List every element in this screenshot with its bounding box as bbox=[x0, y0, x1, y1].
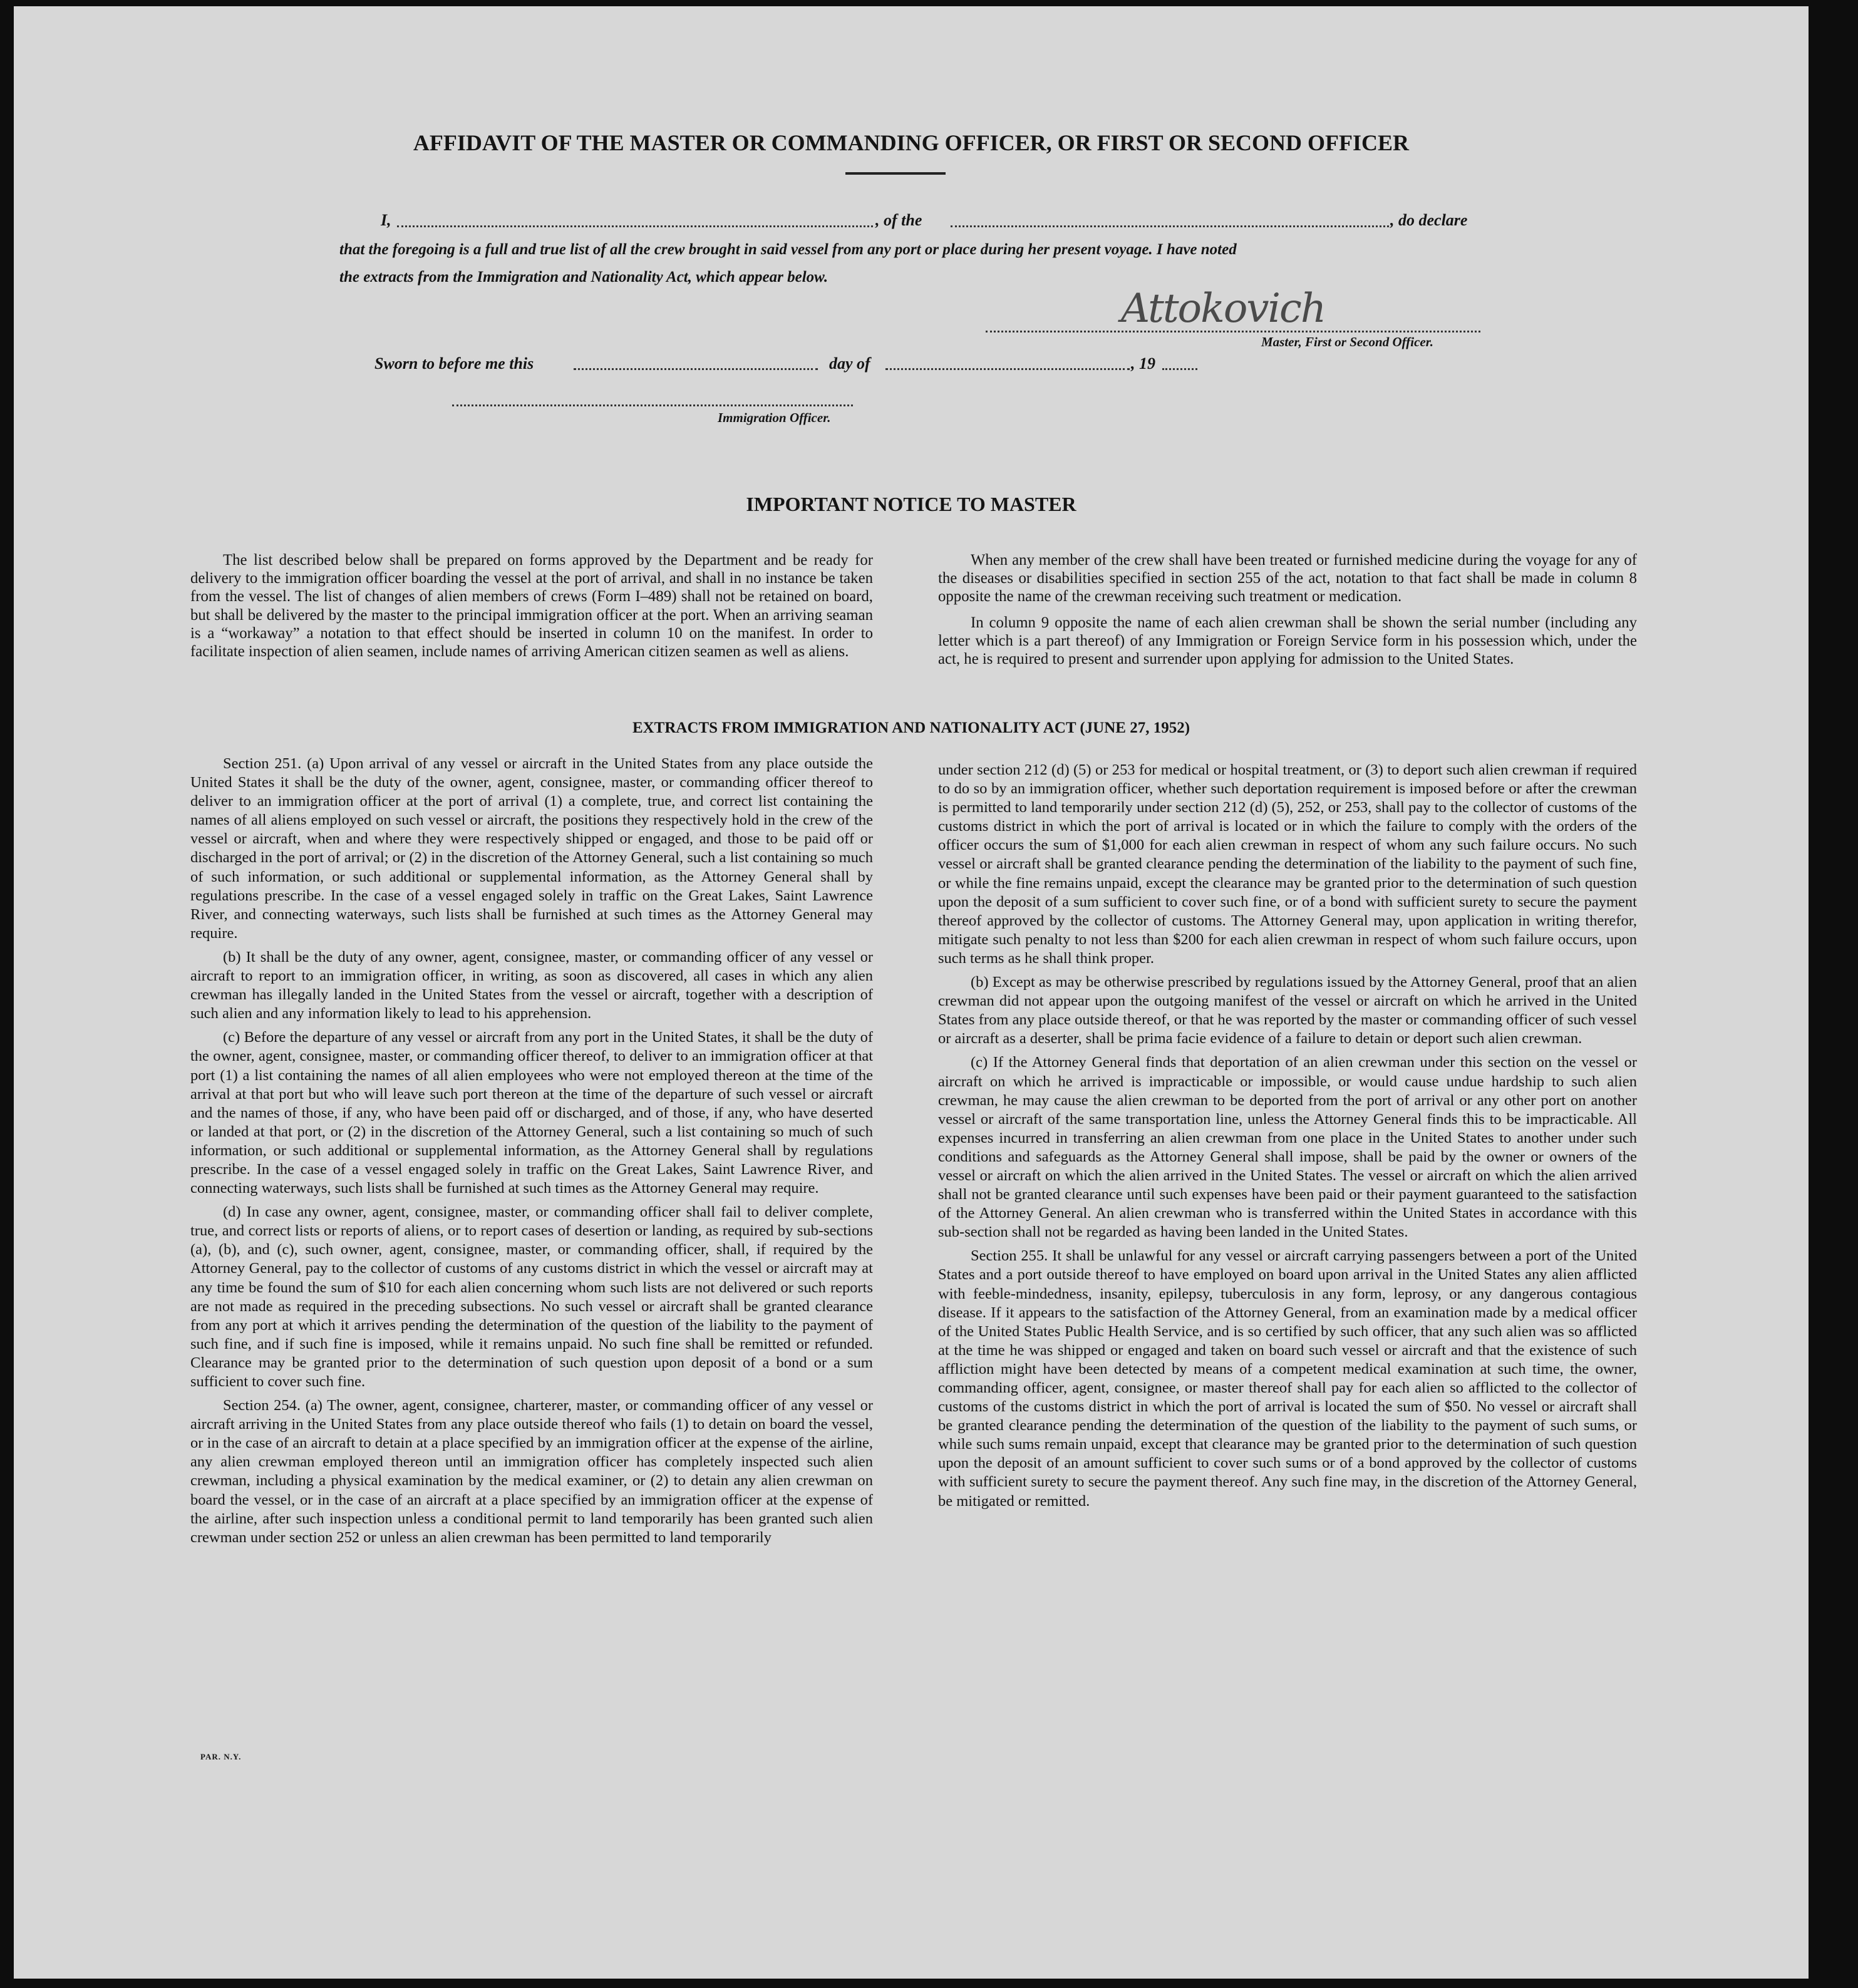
notice-left-column bbox=[190, 551, 873, 661]
section-251-c: (c) Before the departure of any vessel or aircraft from any port in the United States, it shall be the duty of the owner, agent, consignee, master, or commanding officer thereof, to deliver to an immigration officer at that port (1) a list containing the names of all alien employees who were not employed thereon at the time of the arrival at that port but who will leave such port thereon at the time of the departure of such vessel or aircraft and the names of those, if any, who have been paid off or discharged, and of those, if any, who have deserted or landed at that port, or (2) in the discretion of the Attorney General, such a list containing so much of such information, or such additional or supplemental information, as the Attorney General shall by regulations prescribe. In the case of a vessel engaged solely in traffic on the Great Lakes, Saint Lawrence River, and connecting waterways, such lists shall be furnished at such times as the Attorney General may require. bbox=[190, 1029, 873, 1197]
sworn-date-blank[interactable] bbox=[574, 368, 818, 370]
declaration-line-2: the extracts from the Immigration and Nationality Act, which appear below. bbox=[339, 269, 828, 286]
do-declare-label: , do declare bbox=[1390, 211, 1468, 229]
day-of-label: day of bbox=[829, 354, 870, 373]
section-254-a-continued: under section 212 (d) (5) or 253 for medical or hospital treatment, or (3) to deport such alien crewman if required to do so by an immigration officer, whether such deportation requirement is imposed before or after the crewman is permitted to land temporarily under section 212 (d) (5), 252, or 253, shall pay to the collector of customs of the customs district in which the port of arrival is located or in which the failure to comply with the orders of the officer occurs the sum of $1,000 for each alien crewman in respect of whom any such failure occurs. No such vessel or aircraft shall be granted clearance pending the determination of the liability to the payment of such fine, or while the fine remains unpaid, except the clearance may be granted prior to the determination of such question upon the deposit of a sum sufficient to cover such fine, or of a bond with sufficient surety to secure the payment thereof approved by the collector of customs. The Attorney General may, upon application in writing therefor, mitigate such penalty to not less than $200 for each alien crewman in respect of whom such failure occurs, upon such terms as he shall think proper. bbox=[938, 761, 1637, 967]
section-254-a: Section 254. (a) The owner, agent, consignee, charterer, master, or commanding officer of any vessel or aircraft arriving in the United States from any place outside thereof who fails (1) to detain on board the vessel, or in the case of an aircraft to detain at a place specified by an immigration officer at the expense of the airline, any alien crewman employed thereon until an immigration officer has completely inspected such alien crewman, including a physical examination by the medical examiner, or (2) to detain any alien crewman on board the vessel, or in the case of an aircraft at a place specified by an immigration officer at the expense of the airline, after such inspection unless a conditional permit to land temporarily has been granted such alien crewman under section 252 or unless an alien crewman has been permitted to land temporarily bbox=[190, 1397, 873, 1546]
month-blank[interactable] bbox=[885, 368, 1130, 370]
of-the-label: , of the bbox=[875, 211, 922, 229]
extracts-left-column bbox=[190, 755, 873, 1547]
year-prefix: , 19 bbox=[1131, 354, 1155, 373]
sworn-label: Sworn to before me this bbox=[374, 354, 534, 373]
section-251-b: (b) It shall be the duty of any owner, agent, consignee, master, or commanding officer of any vessel or aircraft to report to an immigration officer, in writing, as soon as discovered, all cases in which any alien crewman has illegally landed in the United States from the vessel or aircraft, together with a description of such alien and any information likely to lead to his apprehension. bbox=[190, 948, 873, 1022]
section-255: Section 255. It shall be unlawful for any vessel or aircraft carrying passengers between a port of the United States and a port outside thereof to have employed on board upon arrival in the United States any alien afflicted with feeble-mindedness, insanity, epilepsy, tuberculosis in any form, leprosy, or any dangerous contagious disease. If it appears to the satisfaction of the Attorney General, from an examination made by a medical officer of the United States Public Health Service, and is so certified by such officer, that any such alien was so afflicted at the time he was shipped or engaged and taken on board such vessel or aircraft and that the existence of such affliction might have been detected by means of a competent medical examination at such time, the owner, commanding officer, agent, consignee, or master thereof shall pay for each alien so afflicted to the collector of customs of the customs district in which the port of arrival is located the sum of $50. No vessel or aircraft shall be granted clearance pending the determination of the question of the liability to the payment of such sums, or while such sums remain unpaid, except that clearance may be granted prior to the determination of such question upon the deposit of an amount sufficient to cover such sums or of a bond approved by the collector of customs with sufficient surety to secure the payment thereof. Any such fine may, in the discretion of the Attorney General, be mitigated or remitted. bbox=[938, 1247, 1637, 1510]
printer-mark: PAR. N.Y. bbox=[200, 1752, 242, 1761]
document-page bbox=[14, 6, 1809, 1979]
officer-signature-line[interactable] bbox=[452, 404, 853, 406]
notice-right-paragraph-2: In column 9 opposite the name of each alien crewman shall be shown the serial number (including any letter which is a part thereof) of any Immigration or Foreign Service form in his possession which, under the act, he is required to present and surrender upon applying for admission to the United States. bbox=[938, 614, 1637, 668]
year-blank[interactable] bbox=[1162, 368, 1197, 370]
notice-title: IMPORTANT NOTICE TO MASTER bbox=[746, 493, 1076, 515]
notice-left-paragraph: The list described below shall be prepared on forms approved by the Department and be ready for delivery to the immigration officer boarding the vessel at the port of arrival, and shall in no instance be taken from the vessel. The list of changes of alien members of crews (Form I–489) shall not be retained on board, but shall be delivered by the master to the principal immigration officer at the port. When an arriving seaman is a “workaway” a notation to that effect should be inserted in column 10 on the manifest. In order to facilitate inspection of alien seamen, include names of arriving American citizen seamen as well as aliens. bbox=[190, 552, 873, 661]
declaration-line-1: that the foregoing is a full and true list of all the crew brought in said vessel from any port or place during her present voyage. I have noted bbox=[339, 241, 1237, 258]
signer-caption: Master, First or Second Officer. bbox=[1261, 334, 1433, 349]
i-label: I, bbox=[381, 211, 391, 229]
section-251-d: (d) In case any owner, agent, consignee, master, or commanding officer shall fail to deliver complete, true, and correct lists or reports of aliens, or to report cases of desertion or landing, as required by sub-sections (a), (b), and (c), such owner, agent, consignee, master, or commanding officer, shall, if required by the Attorney General, pay to the collector of customs of any customs district in which the vessel or aircraft may at any time be found the sum of $10 for each alien concerning whom such lists are not delivered or such reports are not made as required in the preceding subsections. No such vessel or aircraft shall be granted clearance from any port at which it arrives pending the determination of the question of the liability to the payment of such fine, and if such fine is imposed, while it remains unpaid. No such fine shall be remitted or refunded. Clearance may be granted prior to the determination of such question upon deposit of a bond or a sum sufficient to cover such fine. bbox=[190, 1203, 873, 1390]
section-254-c: (c) If the Attorney General finds that deportation of an alien crewman under this section on the vessel or aircraft on which he arrived is impracticable or impossible, or would cause undue hardship to such alien crewman, he may cause the alien crewman to be deported from the port of arrival or any other port on another vessel or aircraft of the same transportation line, unless the Attorney General finds this to be impracticable. All expenses incurred in transferring an alien crewman from one place in the United States to another under such conditions and safeguards as the Attorney General shall impose, shall be paid by the owner or owners of the vessel or aircraft on which the alien arrived in the United States. The vessel or aircraft on which the alien arrived shall not be granted clearance until such expenses have been paid or their payment guaranteed to the satisfaction of the Attorney General. An alien crewman who is transferred within the United States in accordance with this sub-section shall not be regarded as having been landed in the United States. bbox=[938, 1054, 1637, 1241]
master-signature: Attokovich bbox=[1121, 286, 1326, 332]
section-254-b: (b) Except as may be otherwise prescribed by regulations issued by the Attorney General, proof that an alien crewman did not appear upon the outgoing manifest of the vessel or aircraft on which he arrived in the United States from any place outside thereof, or that he was reported by the master or commanding officer of such vessel or aircraft as a deserter, shall be prima facie evidence of a failure to detain or deport such alien crewman. bbox=[938, 974, 1637, 1048]
extracts-right-column bbox=[938, 761, 1637, 1511]
notice-right-paragraph-1: When any member of the crew shall have been treated or furnished medicine during the voyage for any of the diseases or disabilities specified in section 255 of the act, notation to that fact shall be made in column 8 opposite the name of the crewman receiving such treatment or medication. bbox=[938, 552, 1637, 605]
officer-caption: Immigration Officer. bbox=[718, 410, 831, 425]
extracts-title: EXTRACTS FROM IMMIGRATION AND NATIONALITY ACT (JUNE 27, 1952) bbox=[632, 719, 1190, 736]
section-251-a: Section 251. (a) Upon arrival of any vessel or aircraft in the United States from any place outside the United States it shall be the duty of the owner, agent, consignee, master, or commanding officer thereof to deliver to an immigration officer at the port of arrival (1) a complete, true, and correct list containing the names of all aliens employed on such vessel or aircraft, the positions they respectively hold in the crew of the vessel or aircraft, when and where they were respectively shipped or engaged, and those to be paid off or discharged in the port of arrival; or (2) in the discretion of the Attorney General, such a list containing so much of such information, or such additional or supplemental information, as the Attorney General shall by regulations prescribe. In the case of a vessel engaged solely in traffic on the Great Lakes, Saint Lawrence River, and connecting waterways, such lists shall be furnished at such times as the Attorney General may require. bbox=[190, 755, 873, 942]
notice-right-column bbox=[938, 551, 1637, 668]
name-blank[interactable] bbox=[397, 225, 873, 227]
affidavit-title: AFFIDAVIT OF THE MASTER OR COMMANDING OFFICER, OR FIRST OR SECOND OFFICER bbox=[413, 130, 1410, 155]
title-rule bbox=[845, 172, 946, 175]
signature-line[interactable] bbox=[986, 331, 1480, 332]
vessel-blank[interactable] bbox=[951, 225, 1389, 227]
